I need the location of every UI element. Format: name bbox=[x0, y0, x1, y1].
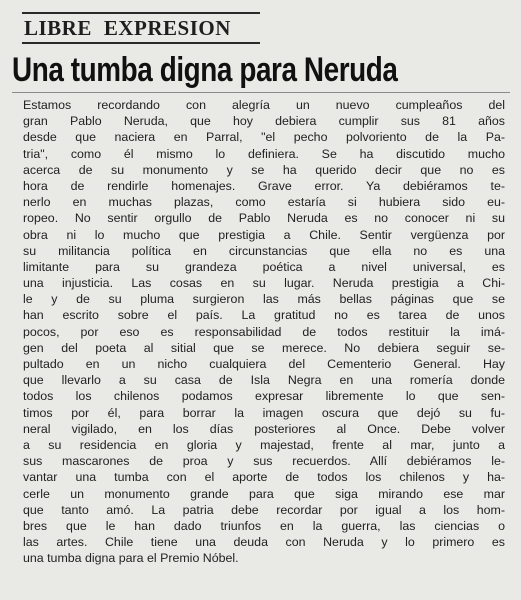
article-line: gran Pablo Neruda, que hoy debiera cumplir sus 81 años bbox=[23, 114, 505, 129]
article-line: Estamos recordando con alegría un nuevo cumpleaños del bbox=[23, 98, 505, 112]
article-line: neral vigilado, en los días posteriores al Once. Debe volver bbox=[23, 421, 505, 436]
article-line: que llevarlo a su casa de Isla Negra en una romería donde bbox=[23, 373, 505, 388]
article-body bbox=[23, 97, 505, 566]
section-label-expresion: EXPRESION bbox=[103, 15, 231, 40]
article-line: cerle un monumento grande para que siga mirando ese mar bbox=[23, 486, 505, 501]
article-line: una tumba digna para el Premio Nóbel. bbox=[23, 551, 239, 566]
article-line: las artes. Chile tiene una deuda con Neruda y lo primero es bbox=[23, 535, 505, 550]
article-line: gen del poeta al sitial que se merece. No debiera seguir se- bbox=[23, 340, 505, 355]
article-line: ropeo. No sentir orgullo de Pablo Neruda es no conocer ni su bbox=[23, 211, 505, 226]
article-line: pocos, por eso es responsabilidad de todos restituir la imá- bbox=[23, 324, 505, 339]
article-line: obra ni lo mucho que prestigia a Chile. Sentir vergüenza por bbox=[23, 227, 505, 242]
article-line: que tanto amó. La patria debe recordar por igual a los hom- bbox=[23, 502, 505, 517]
article-line: nerlo en muchas plazas, como estaría si hubiera sido eu- bbox=[23, 195, 505, 210]
article-line: pultado en un nicho cualquiera del Cementerio General. Hay bbox=[23, 357, 505, 371]
article-line: su militancia política en circunstancias que ella no es una bbox=[23, 243, 505, 258]
article-line: a su residencia en gloria y majestad, frente al mar, junto a bbox=[23, 437, 505, 452]
article-line: bres que le han dado triunfos en la guerra, las ciencias o bbox=[23, 518, 505, 533]
article-line: hora de rendirle homenajes. Grave error. Ya debiéramos te- bbox=[23, 178, 505, 193]
article-headline: Una tumba digna para Neruda bbox=[12, 51, 398, 89]
article-line: desde que naciera en Parral, "el pecho polvoriento de la Pa- bbox=[23, 130, 505, 145]
article-line: acerca de su monumento y se ha querido decir que no es bbox=[23, 162, 505, 177]
section-label-libre: LIBRE bbox=[24, 15, 92, 40]
article-line: timos por él, para borrar la imagen oscura que dejó su fu- bbox=[23, 405, 505, 420]
article-line: sus mascarones de proa y sus recuerdos. Allí debiéramos le- bbox=[23, 454, 505, 469]
article-line: vantar una tumba con el aporte de todos los chilenos y ha- bbox=[23, 470, 505, 485]
article-line: limitante para su grandeza poética a nivel universal, es bbox=[23, 259, 505, 274]
headline-divider bbox=[12, 92, 510, 93]
article-line: una injusticia. Las cosas en su lugar. Neruda prestigia a Chi- bbox=[23, 276, 505, 291]
article-line: han escrito sobre el país. La gratitud no es tarea de unos bbox=[23, 308, 505, 323]
article-line: tria", como él mismo lo definiera. Se ha discutido mucho bbox=[23, 146, 505, 161]
section-header bbox=[22, 12, 260, 44]
article-line: le y de su pluma surgieron las más bellas páginas que se bbox=[23, 292, 505, 307]
article-line: todos los chilenos podamos expresar libremente lo que sen- bbox=[23, 389, 505, 404]
